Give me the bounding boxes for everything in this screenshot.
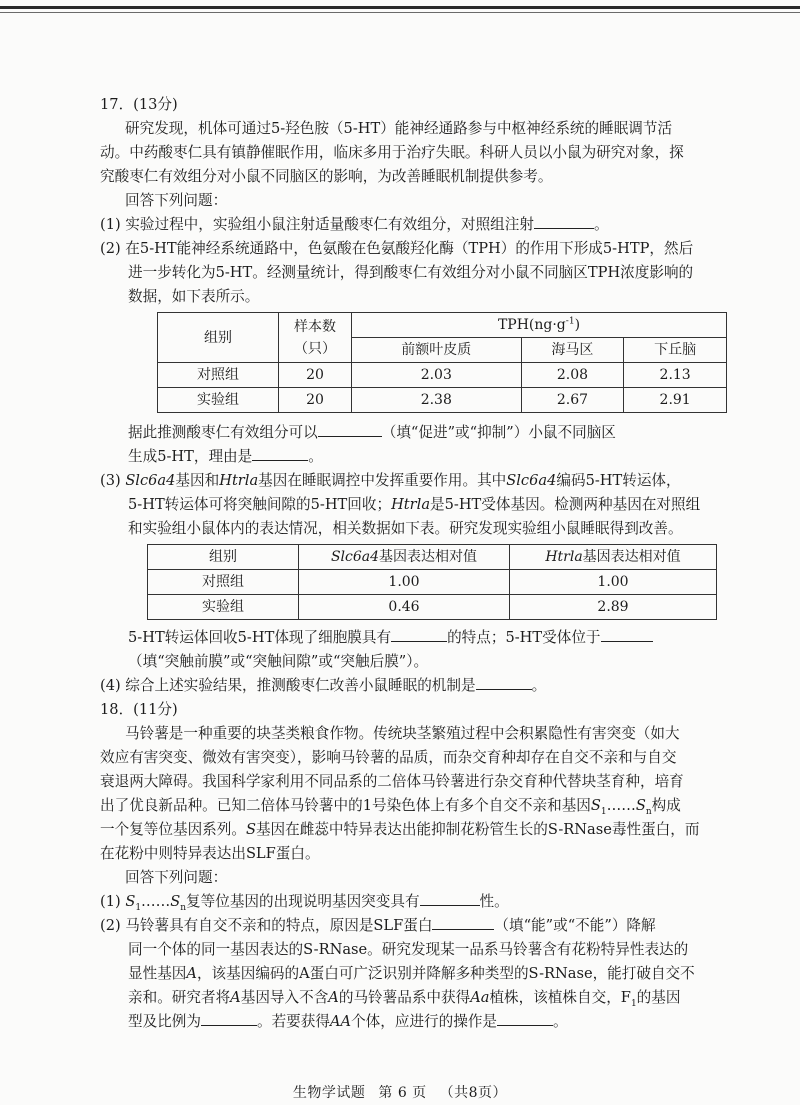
answer-blank[interactable] — [318, 422, 382, 437]
table-cell: 20 — [279, 363, 352, 388]
table-header-tph — [352, 313, 727, 338]
q18-header: 18．(11分) — [100, 701, 178, 718]
footer-page: 第 6 页 — [378, 1085, 427, 1101]
q17-intro-line-2: 动。中药酸枣仁具有镇静催眠作用，临床多用于治疗失眠。科研人员以小鼠为研究对象，探 — [100, 144, 684, 161]
table-cell: 2.13 — [624, 363, 727, 388]
gene-symbol: S — [170, 893, 181, 910]
q18-answer-prompt: 回答下列问题： — [125, 869, 228, 886]
text: 的马铃薯品系中获得 — [338, 989, 471, 1006]
table-header-col: 下丘脑 — [624, 338, 727, 363]
punct: 。 — [308, 448, 323, 465]
text: 基因和 — [175, 472, 220, 489]
text: (1) — [100, 893, 126, 910]
text: 基因表达相对值 — [379, 549, 478, 565]
gene-name: Slc6a4 — [506, 472, 557, 489]
q17-part1 — [100, 213, 728, 237]
q17-part3-line-2 — [100, 493, 728, 517]
gene-name: Slc6a4 — [125, 472, 176, 489]
text: 生成5-HT，理由是 — [128, 448, 253, 465]
table-header-col: 前额叶皮质 — [352, 338, 522, 363]
footer-total: （共8页） — [439, 1085, 508, 1101]
text: 基因在雌蕊中特异表达出能抑制花粉管生长的S-RNase毒性蛋白，而 — [255, 821, 700, 838]
text: 5-HT转运体回收5-HT体现了细胞膜具有 — [128, 629, 392, 646]
table-cell: 对照组 — [158, 363, 279, 388]
gene-symbol: S — [245, 821, 256, 838]
q17-part3-line-3: 和实验组小鼠体内的表达情况，相关数据如下表。研究发现实验组小鼠睡眠得到改善。 — [128, 520, 683, 537]
table-cell: 对照组 — [148, 570, 299, 595]
text: 编码5-HT转运体， — [556, 472, 681, 489]
text: 一个复等位基因系列。 — [100, 821, 246, 838]
text: 基因表达相对值 — [582, 549, 681, 565]
text: 出了优良新品种。已知二倍体马铃薯中的1号染色体上有多个自交不亲和基因 — [100, 797, 591, 814]
q17-intro-line-3: 究酸枣仁有效组分对小鼠不同脑区的影响，为改善睡眠机制提供参考。 — [100, 168, 553, 185]
q17-header: 17．(13分) — [100, 96, 178, 113]
q18-part2-line-5 — [100, 1010, 728, 1034]
text: 亲和。研究者将 — [128, 989, 231, 1006]
table-cell: 实验组 — [148, 595, 299, 620]
answer-blank[interactable] — [201, 1011, 257, 1026]
table-cell: 2.03 — [352, 363, 522, 388]
gene-symbol: AA — [329, 1013, 352, 1030]
q18-part1 — [100, 890, 728, 914]
text: （填“促进”或“抑制”）小鼠不同脑区 — [381, 424, 616, 441]
table-cell: 2.91 — [624, 388, 727, 413]
text: …… — [141, 893, 171, 910]
text: (4) 综合上述实验结果，推测酸枣仁改善小鼠睡眠的机制是 — [100, 677, 476, 694]
q17-part2-after-2 — [100, 445, 728, 469]
gene-symbol: S — [125, 893, 136, 910]
text: 5-HT转运体可将突触间隙的5-HT回收； — [128, 496, 392, 513]
text: (3) — [100, 472, 126, 489]
q18-intro-line-6: 在花粉中则特异表达出SLF蛋白。 — [100, 845, 320, 862]
text: 据此推测酸枣仁有效组分可以 — [128, 424, 318, 441]
answer-blank[interactable] — [432, 915, 494, 930]
q17-part3-after-2: （填“突触前膜”或“突触间隙”或“突触后膜”）。 — [128, 653, 429, 670]
table-header-sample — [279, 313, 352, 363]
q17-part2-after-1 — [100, 421, 728, 445]
gene-symbol: A — [186, 965, 197, 982]
table-cell: 2.67 — [521, 388, 624, 413]
q18-intro-line-4 — [100, 794, 728, 818]
answer-blank[interactable] — [252, 446, 308, 461]
top-border-line-thin — [0, 12, 800, 13]
q18-intro-line-2: 效应有害突变、微效有害突变），影响马铃薯的品质，而杂交育种却存在自交不亲和与自交 — [100, 749, 677, 766]
table-cell: 2.08 — [521, 363, 624, 388]
text: 个体，应进行的操作是 — [351, 1013, 498, 1030]
q18-part2-line-3 — [100, 962, 728, 986]
table-cell: 1.00 — [510, 570, 717, 595]
answer-blank[interactable] — [534, 214, 594, 229]
table-header-col: 海马区 — [521, 338, 624, 363]
gene-name: Htrla — [545, 549, 583, 565]
text: 的基因 — [636, 989, 681, 1006]
table-header-sample-1: 样本数 — [294, 318, 336, 335]
footer-subject: 生物学试题 — [292, 1085, 366, 1101]
answer-blank[interactable] — [497, 1011, 553, 1026]
subscript: 1 — [600, 806, 607, 817]
gene-name: Htrla — [391, 496, 431, 513]
q17-part3-after-1 — [100, 626, 728, 650]
table-cell: 实验组 — [158, 388, 279, 413]
subscript: 1 — [630, 998, 637, 1009]
q17-part4 — [100, 674, 728, 698]
text: 。若要获得 — [256, 1013, 330, 1030]
table-row — [158, 363, 727, 388]
table-cell: 20 — [279, 388, 352, 413]
table-row — [148, 595, 717, 620]
tph-label: TPH(ng·g — [497, 317, 566, 333]
q17-part2-line-3: 数据，如下表所示。 — [128, 288, 260, 305]
gene-symbol: Aa — [470, 989, 490, 1006]
text: 基因导入不含 — [240, 989, 329, 1006]
subscript: n — [645, 806, 652, 817]
q17-part2-line-2: 进一步转化为5-HT。经测量统计，得到酸枣仁有效组分对小鼠不同脑区TPH浓度影响的 — [128, 264, 694, 281]
table-header-sample-2: （只） — [294, 340, 336, 357]
text: （填“能”或“不能”）降解 — [494, 917, 656, 934]
gene-symbol: S — [635, 797, 646, 814]
gene-symbol: A — [328, 989, 339, 1006]
answer-blank[interactable] — [601, 627, 653, 642]
text: 是5-HT受体基因。检测两种基因在对照组 — [430, 496, 701, 513]
q18-part2-line-4 — [100, 986, 728, 1010]
table-header-group: 组别 — [158, 313, 279, 363]
table-cell: 1.00 — [299, 570, 510, 595]
table-header-group: 组别 — [148, 545, 299, 570]
text: 构成 — [651, 797, 681, 814]
q18-intro-line-5 — [100, 818, 728, 842]
punct: 。 — [593, 216, 609, 233]
exam-page-content — [100, 93, 728, 1034]
q18-part2-line-1 — [100, 914, 728, 938]
table-row — [148, 570, 717, 595]
q17-part1-text: (1) 实验过程中，实验组小鼠注射适量酸枣仁有效组分，对照组注射 — [100, 216, 534, 233]
tph-close: ) — [574, 317, 581, 333]
q17-part2-line-1: (2) 在5-HT能神经系统通路中，色氨酸在色氨酸羟化酶（TPH）的作用下形成5-HTP，然后 — [100, 240, 694, 257]
text: …… — [606, 797, 636, 814]
table-cell: 2.89 — [510, 595, 717, 620]
q17-part3-line-1 — [100, 469, 728, 493]
q18-intro-line-3: 衰退两大障碍。我国科学家利用不同品系的二倍体马铃薯进行杂交育种代替块茎育种，培育 — [100, 773, 684, 790]
page-footer — [0, 1082, 800, 1102]
tph-sup: -1 — [565, 316, 575, 327]
table-row — [158, 388, 727, 413]
q18-intro-line-1: 马铃薯是一种重要的块茎类粮食作物。传统块茎繁殖过程中会积累隐性有害突变（如大 — [125, 725, 680, 742]
answer-blank[interactable] — [476, 675, 532, 690]
gene-name: Htrla — [219, 472, 259, 489]
table-header-slc — [299, 545, 510, 570]
table-header-htr — [510, 545, 717, 570]
text: 的特点；5-HT受体位于 — [447, 629, 601, 646]
text: ，该基因编码的A蛋白可广泛识别并降解多种类型的S-RNase，能打破自交不 — [196, 965, 695, 982]
table-cell: 2.38 — [352, 388, 522, 413]
gene-symbol: S — [590, 797, 601, 814]
text: 。 — [553, 1013, 568, 1030]
text: 复等位基因的出现说明基因突变具有 — [186, 893, 420, 910]
answer-blank[interactable] — [391, 627, 447, 642]
subscript: n — [180, 902, 187, 913]
q18-part2-line-2: 同一个体的同一基因表达的S-RNase。研究发现某一品系马铃薯含有花粉特异性表达的 — [128, 941, 689, 958]
gene-name: Slc6a4 — [330, 549, 380, 565]
tph-table — [157, 312, 727, 413]
text: (2) 马铃薯具有自交不亲和的特点，原因是SLF蛋白 — [100, 917, 433, 934]
table-cell: 0.46 — [299, 595, 510, 620]
gene-symbol: A — [230, 989, 241, 1006]
q17-intro-line-1: 研究发现，机体可通过5-羟色胺（5-HT）能神经通路参与中枢神经系统的睡眠调节活 — [125, 120, 673, 137]
q17-answer-prompt: 回答下列问题： — [125, 192, 228, 209]
text: 基因在睡眠调控中发挥重要作用。其中 — [258, 472, 507, 489]
text: 显性基因 — [128, 965, 187, 982]
punct: 。 — [531, 677, 547, 694]
top-border-line — [0, 6, 800, 9]
answer-blank[interactable] — [420, 891, 480, 906]
gene-expression-table — [147, 544, 717, 620]
text: 性。 — [479, 893, 509, 910]
subscript: 1 — [135, 902, 142, 913]
text: 植株，该植株自交，F — [489, 989, 631, 1006]
text: 型及比例为 — [128, 1013, 201, 1030]
